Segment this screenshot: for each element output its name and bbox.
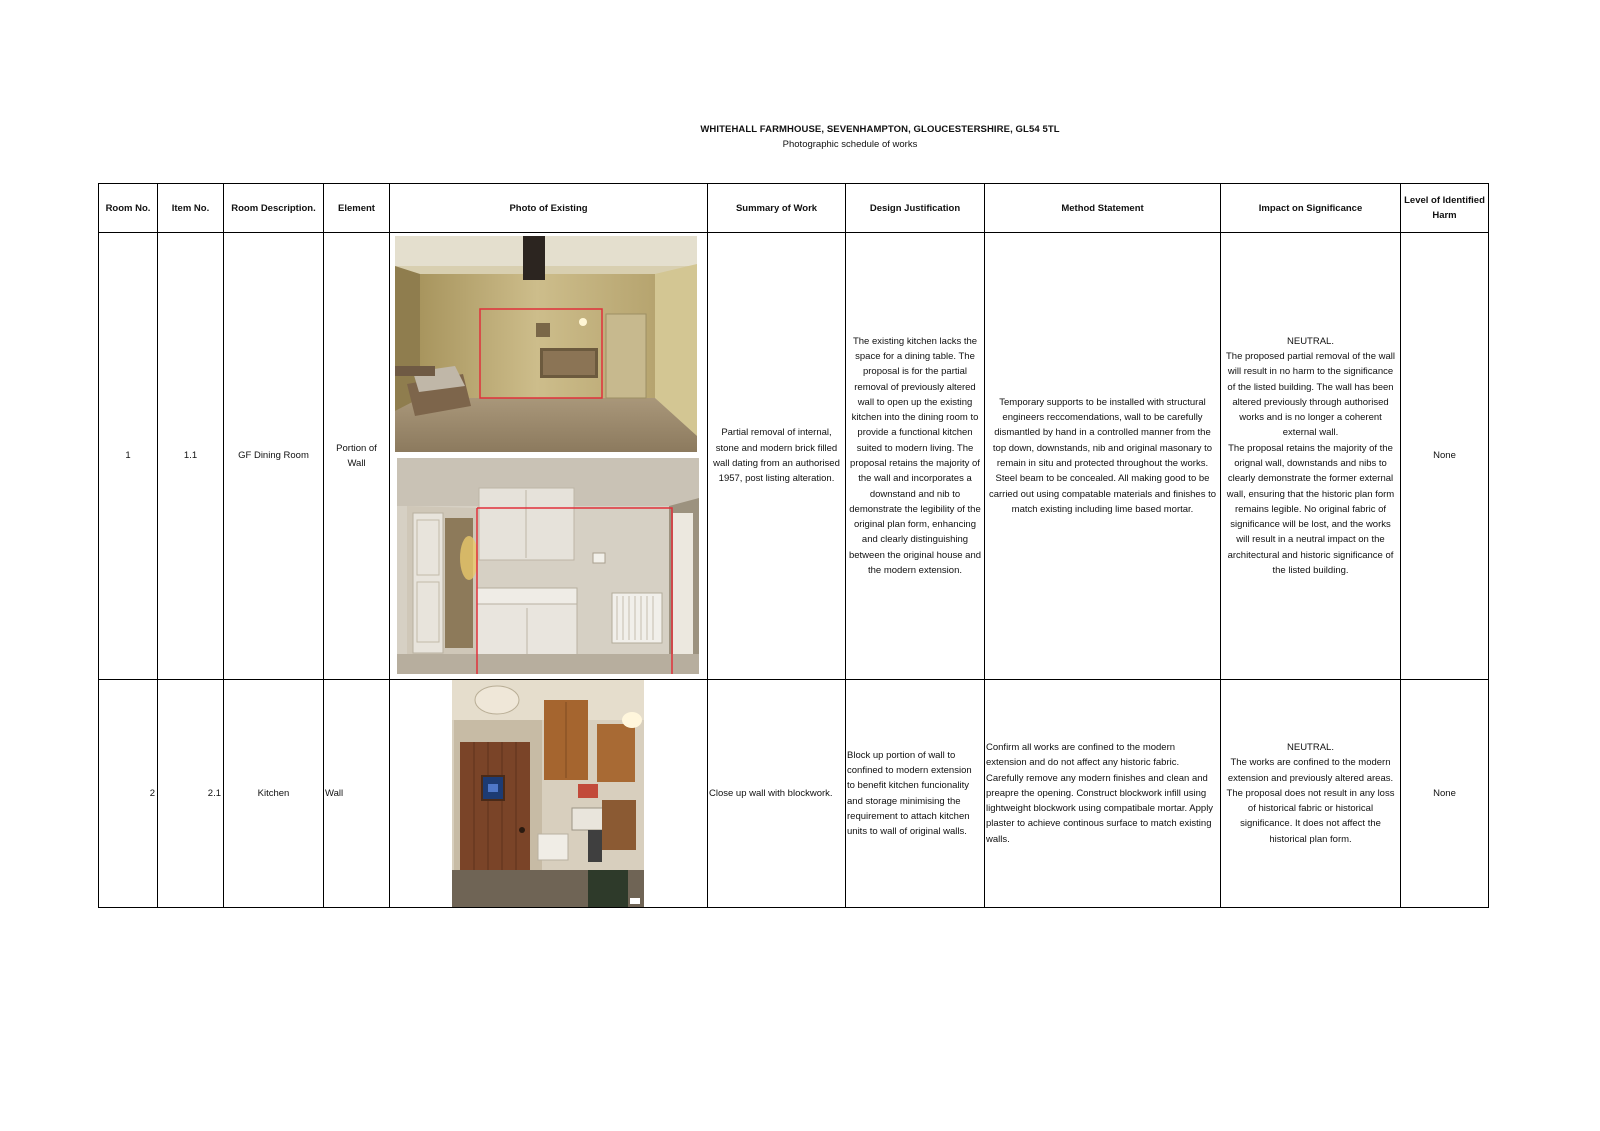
header-element: Element [324, 184, 390, 233]
header-summary: Summary of Work [708, 184, 846, 233]
cell-item-no: 1.1 [158, 233, 224, 680]
table-row [99, 233, 1489, 680]
cell-photos [390, 233, 708, 680]
header-photo: Photo of Existing [390, 184, 708, 233]
header-design: Design Justification [846, 184, 985, 233]
header-impact: Impact on Significance [1221, 184, 1401, 233]
dining-room-wall-photo [395, 236, 697, 452]
header-method: Method Statement [985, 184, 1221, 233]
header-room-description: Room Description. [224, 184, 324, 233]
cell-design: Block up portion of wall to confined to modern extension to benefit kitchen funcionality and storage minimising the requirement to attach kitchen units to wall of original walls. [846, 680, 985, 908]
cell-impact [1221, 680, 1401, 908]
schedule-table [98, 183, 1489, 908]
cell-room-description: Kitchen [224, 680, 324, 908]
cell-element: Portion of Wall [324, 233, 390, 680]
cell-summary: Partial removal of internal, stone and modern brick filled wall dating from an authorised 1957, post listing alteration. [708, 233, 846, 680]
document-subtitle: Photographic schedule of works [782, 139, 918, 150]
cell-method: Confirm all works are confined to the modern extension and do not affect any historic fabric. Carefully remove any modern finishes and clean and preapre the opening. Construct blockwork infill using lightweight blockwork using compatibale mortar. Apply plaster to achieve continous surface to match existing walls. [985, 680, 1221, 908]
cell-impact [1221, 233, 1401, 680]
cell-room-description: GF Dining Room [224, 233, 324, 680]
cell-summary: Close up wall with blockwork. [708, 680, 846, 908]
header-harm: Level of Identified Harm [1401, 184, 1489, 233]
cell-design: The existing kitchen lacks the space for a dining table. The proposal is for the partial removal of previously altered wall to open up the existing kitchen into the dining room to provide a functional kitchen suited to modern living. The proposal retains the majority of the wall and incorporates a downstand and nib to demonstrate the legibility of the original plan form, enhancing and clearly distinguishing between the original house and the modern extension. [846, 233, 985, 680]
cell-photos [390, 680, 708, 908]
table-row [99, 680, 1489, 908]
impact-text: The proposed partial removal of the wall will result in no harm to the significance of the listed building. The wall has been altered previously through authorised works and is no longer a coherent external wall. The proposal retains the majority of the orignal wall, downstands and nibs to clearly demonstrate the former external wall, ensuring that the historic plan form remains legible. No original fabric of significance will be lost, and the works will result in a neutral impact on the architectural and historic significance of the listed building. [1226, 350, 1395, 577]
header-room-no: Room No. [99, 184, 158, 233]
cell-harm: None [1401, 680, 1489, 908]
impact-heading: NEUTRAL. [1287, 335, 1334, 347]
header-row [99, 184, 1489, 233]
cell-method: Temporary supports to be installed with structural engineers reccomendations, wall to be carefully dismantled by hand in a controlled manner from the top down, downstands, nib and original masonary to remain in situ and protected throughout the works. Steel beam to be concealed. All making good to be carried out using compatable materials and finishes to match existing including lime based mortar. [985, 233, 1221, 680]
header-item-no: Item No. [158, 184, 224, 233]
kitchen-units-photo [397, 458, 699, 674]
document-title: WHITEHALL FARMHOUSE, SEVENHAMPTON, GLOUCESTERSHIRE, GL54 5TL [700, 124, 1060, 135]
cell-harm: None [1401, 233, 1489, 680]
cell-room-no: 2 [99, 680, 158, 908]
kitchen-door-photo [452, 680, 644, 907]
cell-element: Wall [324, 680, 390, 908]
impact-heading: NEUTRAL. [1287, 741, 1334, 753]
cell-item-no: 2.1 [158, 680, 224, 908]
cell-room-no: 1 [99, 233, 158, 680]
impact-text: The works are confined to the modern extension and previously altered areas. The proposal does not result in any loss of historical fabric or historical significance. It does not affect the historical plan form. [1226, 757, 1395, 845]
